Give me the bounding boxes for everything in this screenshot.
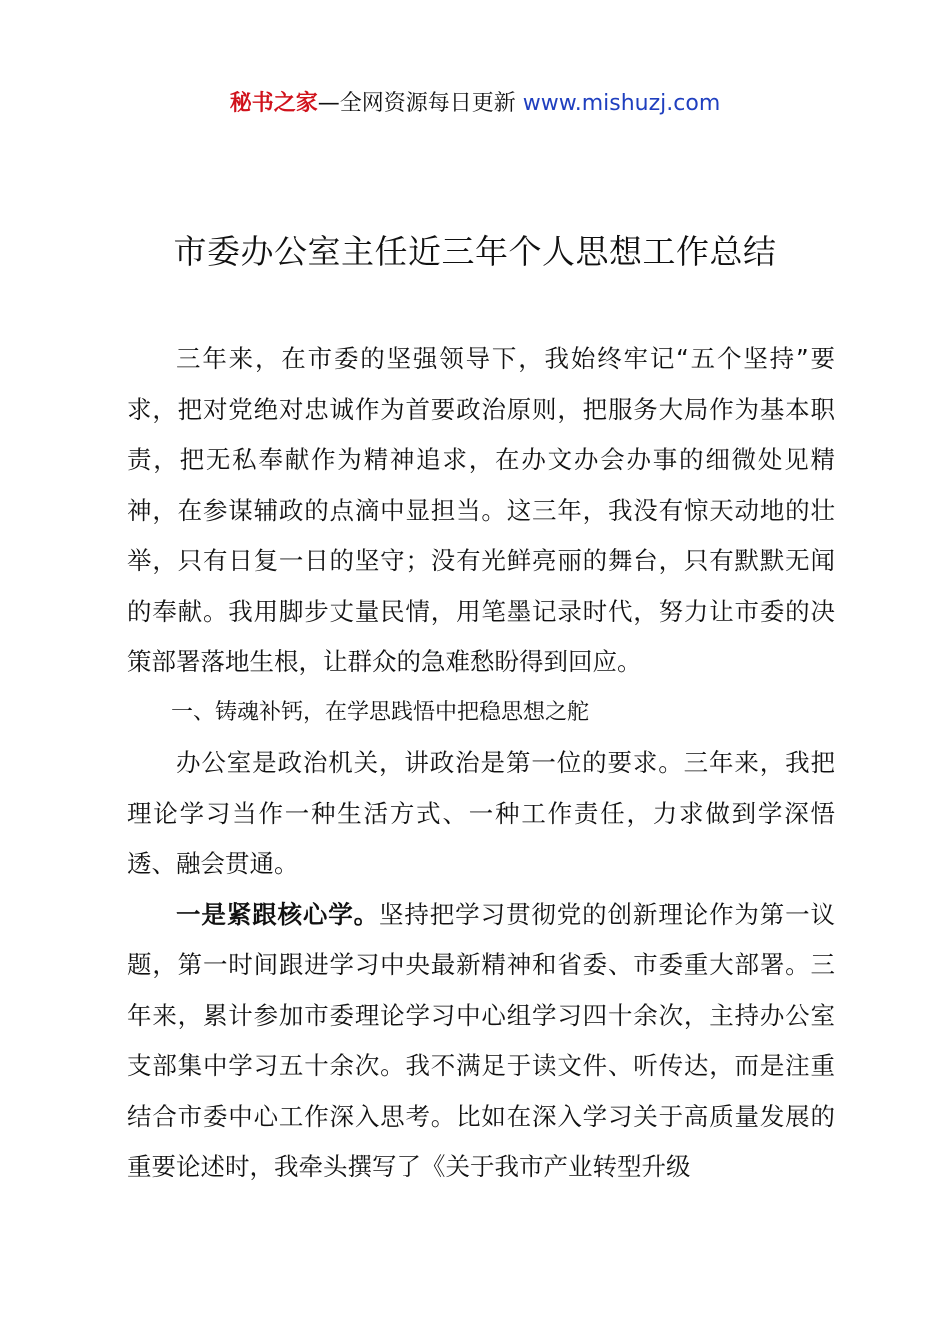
document-body — [127, 334, 835, 1193]
site-brand: 秘书之家 — [229, 91, 318, 116]
site-url-link[interactable]: www.mishuzj.com — [522, 91, 721, 116]
point-text: 坚持把学习贯彻党的创新理论作为第一议题，第一时间跟进学习中央最新精神和省委、市委重大部署。三年来，累计参加市委理论学习中心组学习四十余次，主持办公室支部集中学习五十余次。我不满足于读文件、听传达，而是注重结合市委中心工作深入思考。比如在深入学习关于高质量发展的重要论述时，我牵头撰写了《关于我市产业转型升级 — [127, 899, 836, 1181]
section-intro-paragraph: 办公室是政治机关，讲政治是第一位的要求。三年来，我把理论学习当作一种生活方式、一种工作责任，力求做到学深悟透、融会贯通。 — [127, 748, 835, 878]
point-lead: 一是紧跟核心学。 — [176, 899, 380, 929]
section-heading: 一、铸魂补钙，在学思践悟中把稳思想之舵 — [171, 699, 590, 725]
site-header — [0, 88, 950, 120]
point-paragraph — [127, 890, 835, 1193]
document-title: 市委办公室主任近三年个人思想工作总结 — [173, 232, 777, 271]
intro-paragraph: 三年来，在市委的坚强领导下，我始终牢记“五个坚持”要求，把对党绝对忠诚作为首要政治原则，把服务大局作为基本职责，把无私奉献作为精神追求，在办文办会办事的细微处见精神，在参谋辅政的点滴中显担当。这三年，我没有惊天动地的壮举，只有日复一日的坚守；没有光鲜亮丽的舞台，只有默默无闻的奉献。我用脚步丈量民情，用笔墨记录时代，努力让市委的决策部署落地生根，让群众的急难愁盼得到回应。 — [127, 344, 835, 676]
site-tagline: —全网资源每日更新 — [317, 91, 516, 116]
